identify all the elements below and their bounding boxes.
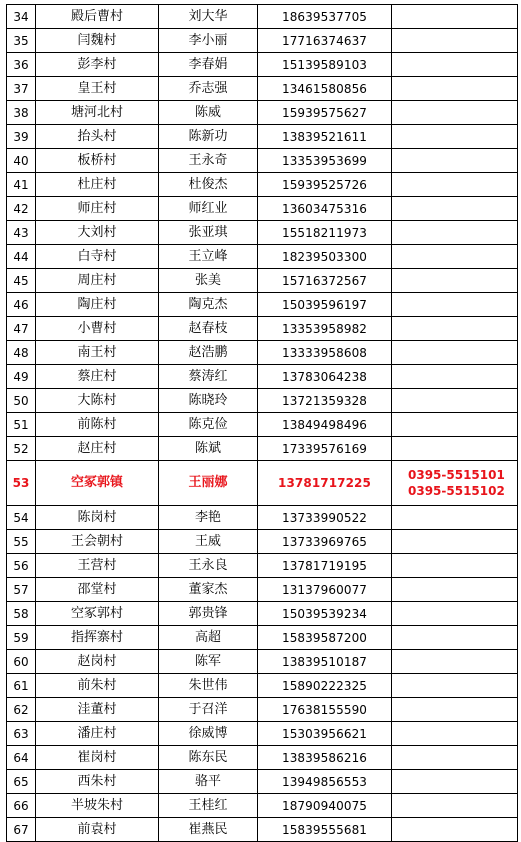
village-cell: 南王村 <box>36 341 159 365</box>
office-phone-cell <box>392 341 518 365</box>
table-row <box>7 578 518 602</box>
table-row <box>7 722 518 746</box>
phone-cell: 13781717225 <box>258 461 392 506</box>
phone-cell: 13849498496 <box>258 413 392 437</box>
contact-name-cell: 陈晓玲 <box>159 389 258 413</box>
row-number-cell: 45 <box>7 269 36 293</box>
village-cell: 王会朝村 <box>36 530 159 554</box>
table-row <box>7 53 518 77</box>
phone-cell: 13461580856 <box>258 77 392 101</box>
office-phone-cell <box>392 698 518 722</box>
office-phone-cell <box>392 674 518 698</box>
contact-name-cell: 崔燕民 <box>159 818 258 842</box>
office-phone-cell <box>392 770 518 794</box>
village-cell: 崔岗村 <box>36 746 159 770</box>
row-number-cell: 51 <box>7 413 36 437</box>
phone-cell: 13333958608 <box>258 341 392 365</box>
contact-name-cell: 陈东民 <box>159 746 258 770</box>
row-number-cell: 35 <box>7 29 36 53</box>
row-number-cell: 66 <box>7 794 36 818</box>
phone-cell: 13839510187 <box>258 650 392 674</box>
village-cell: 塘河北村 <box>36 101 159 125</box>
contact-name-cell: 陈克俭 <box>159 413 258 437</box>
row-number-cell: 59 <box>7 626 36 650</box>
phone-cell: 13603475316 <box>258 197 392 221</box>
office-phone-cell <box>392 389 518 413</box>
office-phone-cell <box>392 746 518 770</box>
table-row <box>7 650 518 674</box>
contact-name-cell: 杜俊杰 <box>159 173 258 197</box>
contact-name-cell: 王立峰 <box>159 245 258 269</box>
table-row <box>7 413 518 437</box>
table-row <box>7 149 518 173</box>
contact-name-cell: 乔志强 <box>159 77 258 101</box>
row-number-cell: 62 <box>7 698 36 722</box>
contact-name-cell: 赵春枝 <box>159 317 258 341</box>
phone-cell: 13353953699 <box>258 149 392 173</box>
table-row <box>7 125 518 149</box>
contact-table-body <box>7 5 518 842</box>
contact-name-cell: 王永良 <box>159 554 258 578</box>
row-number-cell: 52 <box>7 437 36 461</box>
village-cell: 西朱村 <box>36 770 159 794</box>
row-number-cell: 65 <box>7 770 36 794</box>
table-row <box>7 77 518 101</box>
office-phone-cell <box>392 437 518 461</box>
village-cell: 彭李村 <box>36 53 159 77</box>
table-row <box>7 173 518 197</box>
row-number-cell: 38 <box>7 101 36 125</box>
table-row <box>7 554 518 578</box>
table-row <box>7 389 518 413</box>
phone-cell: 17339576169 <box>258 437 392 461</box>
row-number-cell: 50 <box>7 389 36 413</box>
village-cell: 周庄村 <box>36 269 159 293</box>
village-cell: 抬头村 <box>36 125 159 149</box>
contact-name-cell: 董家杰 <box>159 578 258 602</box>
contact-name-cell: 李艳 <box>159 506 258 530</box>
row-number-cell: 63 <box>7 722 36 746</box>
phone-cell: 15139589103 <box>258 53 392 77</box>
table-row <box>7 269 518 293</box>
row-number-cell: 57 <box>7 578 36 602</box>
office-phone-cell <box>392 29 518 53</box>
contact-name-cell: 陈军 <box>159 650 258 674</box>
office-phone-cell <box>392 578 518 602</box>
office-phone-cell <box>392 794 518 818</box>
row-number-cell: 40 <box>7 149 36 173</box>
phone-cell: 15039539234 <box>258 602 392 626</box>
contact-name-cell: 陈新功 <box>159 125 258 149</box>
village-cell: 杜庄村 <box>36 173 159 197</box>
village-cell: 潘庄村 <box>36 722 159 746</box>
phone-cell: 15039596197 <box>258 293 392 317</box>
office-phone-cell <box>392 173 518 197</box>
village-cell: 师庄村 <box>36 197 159 221</box>
row-number-cell: 58 <box>7 602 36 626</box>
table-row <box>7 770 518 794</box>
row-number-cell: 60 <box>7 650 36 674</box>
row-number-cell: 61 <box>7 674 36 698</box>
village-cell: 大刘村 <box>36 221 159 245</box>
office-phone-cell <box>392 149 518 173</box>
table-row <box>7 530 518 554</box>
contact-name-cell: 李春娟 <box>159 53 258 77</box>
contact-name-cell: 于召洋 <box>159 698 258 722</box>
contact-name-cell: 蔡涛红 <box>159 365 258 389</box>
office-phone-number: 0395-5515102 <box>408 484 505 498</box>
phone-cell: 18239503300 <box>258 245 392 269</box>
office-phone-cell <box>392 101 518 125</box>
office-phone-cell <box>392 125 518 149</box>
village-cell: 闫魏村 <box>36 29 159 53</box>
contact-name-cell: 陶克杰 <box>159 293 258 317</box>
office-phone-cell <box>392 650 518 674</box>
contact-name-cell: 张亚琪 <box>159 221 258 245</box>
table-row <box>7 674 518 698</box>
table-row <box>7 197 518 221</box>
village-cell: 大陈村 <box>36 389 159 413</box>
office-phone-cell <box>392 245 518 269</box>
contact-name-cell: 王丽娜 <box>159 461 258 506</box>
village-cell: 前朱村 <box>36 674 159 698</box>
phone-cell: 15939525726 <box>258 173 392 197</box>
phone-cell: 13137960077 <box>258 578 392 602</box>
row-number-cell: 64 <box>7 746 36 770</box>
village-cell: 邵堂村 <box>36 578 159 602</box>
row-number-cell: 36 <box>7 53 36 77</box>
contact-name-cell: 郭贵锋 <box>159 602 258 626</box>
phone-cell: 13721359328 <box>258 389 392 413</box>
phone-cell: 13733969765 <box>258 530 392 554</box>
phone-cell: 17716374637 <box>258 29 392 53</box>
office-phone-cell <box>392 554 518 578</box>
row-number-cell: 37 <box>7 77 36 101</box>
office-phone-cell <box>392 197 518 221</box>
contact-name-cell: 刘大华 <box>159 5 258 29</box>
row-number-cell: 47 <box>7 317 36 341</box>
table-row <box>7 698 518 722</box>
table-row <box>7 5 518 29</box>
phone-cell: 15939575627 <box>258 101 392 125</box>
office-phone-cell <box>392 5 518 29</box>
row-number-cell: 41 <box>7 173 36 197</box>
village-cell: 前袁村 <box>36 818 159 842</box>
phone-cell: 13839586216 <box>258 746 392 770</box>
row-number-cell: 42 <box>7 197 36 221</box>
table-row <box>7 626 518 650</box>
contact-name-cell: 王永奇 <box>159 149 258 173</box>
table-row-highlighted <box>7 461 518 506</box>
phone-cell: 18639537705 <box>258 5 392 29</box>
contact-name-cell: 朱世伟 <box>159 674 258 698</box>
village-cell: 蔡庄村 <box>36 365 159 389</box>
phone-cell: 15518211973 <box>258 221 392 245</box>
phone-cell: 15839587200 <box>258 626 392 650</box>
village-cell: 殿后曹村 <box>36 5 159 29</box>
phone-cell: 17638155590 <box>258 698 392 722</box>
table-row <box>7 245 518 269</box>
contact-name-cell: 赵浩鹏 <box>159 341 258 365</box>
table-row <box>7 221 518 245</box>
contact-name-cell: 骆平 <box>159 770 258 794</box>
contact-name-cell: 陈威 <box>159 101 258 125</box>
village-cell: 空冢郭村 <box>36 602 159 626</box>
row-number-cell: 56 <box>7 554 36 578</box>
village-cell: 指挥寨村 <box>36 626 159 650</box>
row-number-cell: 53 <box>7 461 36 506</box>
table-row <box>7 746 518 770</box>
row-number-cell: 48 <box>7 341 36 365</box>
village-cell: 王营村 <box>36 554 159 578</box>
table-row <box>7 794 518 818</box>
table-row <box>7 341 518 365</box>
row-number-cell: 49 <box>7 365 36 389</box>
contact-name-cell: 李小丽 <box>159 29 258 53</box>
contact-name-cell: 高超 <box>159 626 258 650</box>
row-number-cell: 39 <box>7 125 36 149</box>
village-cell: 空冢郭镇 <box>36 461 159 506</box>
phone-cell: 15303956621 <box>258 722 392 746</box>
office-phone-cell <box>392 602 518 626</box>
row-number-cell: 54 <box>7 506 36 530</box>
office-phone-cell <box>392 818 518 842</box>
phone-cell: 15716372567 <box>258 269 392 293</box>
office-phone-cell <box>392 461 518 506</box>
village-cell: 赵庄村 <box>36 437 159 461</box>
phone-cell: 13353958982 <box>258 317 392 341</box>
row-number-cell: 34 <box>7 5 36 29</box>
phone-cell: 13839521611 <box>258 125 392 149</box>
office-phone-cell <box>392 365 518 389</box>
village-cell: 赵岗村 <box>36 650 159 674</box>
contact-name-cell: 师红业 <box>159 197 258 221</box>
village-cell: 陈岗村 <box>36 506 159 530</box>
office-phone-cell <box>392 221 518 245</box>
village-cell: 白寺村 <box>36 245 159 269</box>
phone-cell: 13781719195 <box>258 554 392 578</box>
table-row <box>7 365 518 389</box>
table-row <box>7 317 518 341</box>
phone-cell: 15839555681 <box>258 818 392 842</box>
contact-name-cell: 张美 <box>159 269 258 293</box>
contact-name-cell: 陈斌 <box>159 437 258 461</box>
village-cell: 板桥村 <box>36 149 159 173</box>
village-cell: 洼董村 <box>36 698 159 722</box>
office-phone-cell <box>392 530 518 554</box>
phone-cell: 13783064238 <box>258 365 392 389</box>
phone-cell: 15890222325 <box>258 674 392 698</box>
office-phone-cell <box>392 293 518 317</box>
row-number-cell: 44 <box>7 245 36 269</box>
office-phone-cell <box>392 722 518 746</box>
phone-cell: 13733990522 <box>258 506 392 530</box>
office-phone-cell <box>392 413 518 437</box>
office-phone-cell <box>392 317 518 341</box>
table-row <box>7 602 518 626</box>
office-phone-cell <box>392 77 518 101</box>
village-cell: 小曹村 <box>36 317 159 341</box>
village-cell: 陶庄村 <box>36 293 159 317</box>
contact-table <box>6 4 518 842</box>
row-number-cell: 46 <box>7 293 36 317</box>
row-number-cell: 67 <box>7 818 36 842</box>
office-phone-cell <box>392 506 518 530</box>
village-cell: 前陈村 <box>36 413 159 437</box>
table-row <box>7 818 518 842</box>
table-row <box>7 293 518 317</box>
contact-name-cell: 王桂红 <box>159 794 258 818</box>
office-phone-cell <box>392 269 518 293</box>
office-phone-number: 0395-5515101 <box>408 468 505 482</box>
village-cell: 皇王村 <box>36 77 159 101</box>
row-number-cell: 43 <box>7 221 36 245</box>
table-row <box>7 437 518 461</box>
office-phone-cell <box>392 626 518 650</box>
village-cell: 半坡朱村 <box>36 794 159 818</box>
contact-name-cell: 徐威博 <box>159 722 258 746</box>
row-number-cell: 55 <box>7 530 36 554</box>
table-row <box>7 29 518 53</box>
phone-cell: 13949856553 <box>258 770 392 794</box>
contact-name-cell: 王威 <box>159 530 258 554</box>
table-row <box>7 506 518 530</box>
table-row <box>7 101 518 125</box>
phone-cell: 18790940075 <box>258 794 392 818</box>
office-phone-cell <box>392 53 518 77</box>
